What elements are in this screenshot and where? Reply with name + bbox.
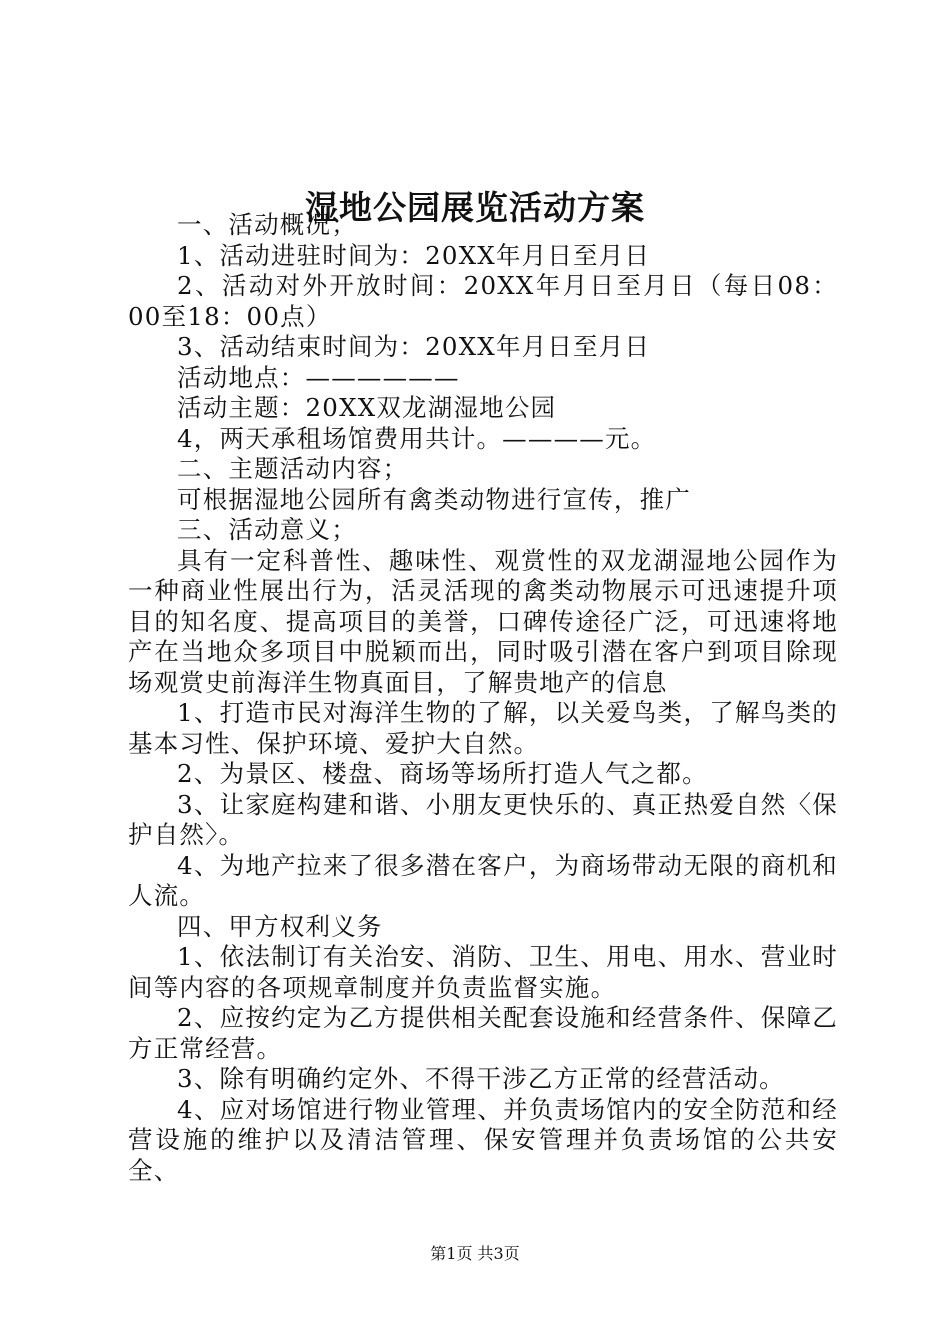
section-heading: 二、主题活动内容；	[177, 454, 409, 483]
paragraph: 2、活动对外开放时间：20XX年月日至月日（每日08：00至18：00点）	[128, 271, 838, 331]
paragraph: 3、除有明确约定外、不得干涉乙方正常的经营活动。	[177, 1064, 785, 1093]
paragraph: 4、应对场馆进行物业管理、并负责场馆内的安全防范和经营设施的维护以及清洁管理、保安管理并负责场馆的公共安全、	[128, 1094, 838, 1185]
paragraph: 1、活动进驻时间为：20XX年月日至月日	[177, 240, 651, 270]
paragraph: 具有一定科普性、趣味性、观赏性的双龙湖湿地公园作为一种商业性展出行为，活灵活现的禽类动物展示可迅速提升项目的知名度、提高项目的美誉，口碑传途径广泛，可迅速将地产在当地众多项目中脱颖而出，同时吸引潜在客户到项目除现场观赏史前海洋生物真面目，了解贵地产的信息	[128, 545, 838, 697]
paragraph: 4、为地产拉来了很多潜在客户，为商场带动无限的商机和人流。	[128, 850, 838, 910]
paragraph: 4，两天承租场馆费用共计。————元。	[177, 423, 657, 453]
page-footer: 第1页 共3页	[430, 1244, 520, 1263]
paragraph: 1、依法制订有关治安、消防、卫生、用电、用水、营业时间等内容的各项规章制度并负责监督实施。	[128, 942, 838, 1002]
document-body	[128, 210, 838, 1186]
section-heading: 四、甲方权利义务	[177, 911, 383, 941]
section-heading: 三、活动意义；	[177, 515, 357, 544]
paragraph: 3、活动结束时间为：20XX年月日至月日	[177, 332, 651, 361]
paragraph: 活动主题：20XX双龙湖湿地公园	[177, 393, 557, 422]
paragraph: 2、为景区、楼盘、商场等场所打造人气之都。	[177, 759, 708, 788]
paragraph: 活动地点：——————	[177, 362, 460, 392]
paragraph: 1、打造市民对海洋生物的了解，以关爱鸟类，了解鸟类的基本习性、保护环境、爱护大自然。	[128, 698, 838, 758]
paragraph: 3、让家庭构建和谐、小朋友更快乐的、真正热爱自然〈保护自然〉。	[128, 789, 838, 849]
section-heading: 一、活动概况；	[177, 210, 357, 239]
document-title: 湿地公园展览活动方案	[305, 188, 645, 227]
paragraph: 2、应按约定为乙方提供相关配套设施和经营条件、保障乙方正常经营。	[128, 1003, 838, 1063]
paragraph: 可根据湿地公园所有禽类动物进行宣传，推广	[177, 484, 691, 514]
